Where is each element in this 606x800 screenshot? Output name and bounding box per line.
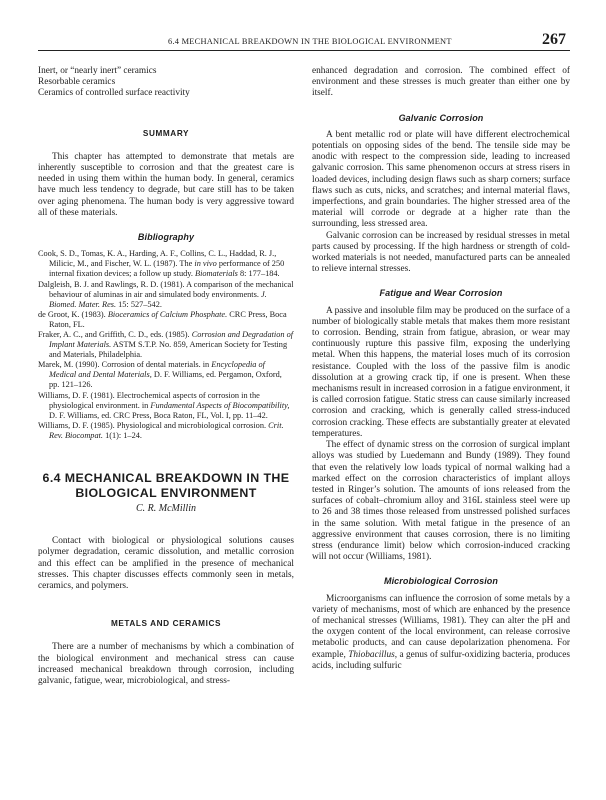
reference: Williams, D. F. (1985). Physiological and microbiological corrosion. Crit. Rev. Biocompat. 1(1): 1–24. <box>38 420 284 440</box>
author: C. R. McMillin <box>136 503 196 515</box>
page-number: 267 <box>542 31 566 48</box>
summary-heading: SUMMARY <box>142 128 190 138</box>
metals-paragraph: There are a number of mechanisms by which a combination of the biological environment and mechanical stress can cause increased mechanical breakdown through corrosion, including galvanic, fatigue, wear, microbiological, and stress- <box>38 642 294 687</box>
running-header <box>38 30 570 51</box>
section-title-line-1: 6.4 MECHANICAL BREAKDOWN IN THE <box>42 471 290 486</box>
reference: de Groot, K. (1983). Bioceramics of Calcium Phosphate. CRC Press, Boca Raton, FL. <box>38 309 287 329</box>
intro-paragraph: Contact with biological or physiological solutions causes polymer degradation, ceramic dissolution, and metallic corrosion and this effect can be amplified in the presence of mechanical stresses. This chapter discusses effects commonly seen in metals, ceramics, and polymers. <box>38 536 294 592</box>
running-title: 6.4 MECHANICAL BREAKDOWN IN THE BIOLOGICAL ENVIRONMENT <box>168 37 452 46</box>
reference: Dalgleish, B. J. and Rawlings, R. D. (1981). A comparison of the mechanical behaviour of aluminas in air and simulated body environments. J. Biomed. Mater. Res. 15: 527–542. <box>38 279 294 309</box>
reference: Williams, D. F. (1981). Electrochemical aspects of corrosion in the physiological environment. in Fundamental Aspects of Biocompatibility, D. F. Williams, ed. CRC Press, Boca Raton, FL, Vol. I, pp. 11–42. <box>38 390 290 420</box>
fatigue-heading: Fatigue and Wear Corrosion <box>379 288 503 299</box>
reference: Cook, S. D., Tomas, K. A., Harding, A. F., Collins, C. L., Haddad, R. J., Milicic, M., and Fischer, W. L. (1987). The in vivo performance of 250 internal fixation devices; a follow up study. Biomaterials 8: 177–184. <box>38 249 285 279</box>
galvanic-paragraph-1: A bent metallic rod or plate will have different electrochemical potentials on opposing sides of the bend. The tensile side may be anodic with respect to the compression side, leading to increased galvanic corrosion. This same phenomenon occurs at stress risers in loaded devices, including design flaws such as sharp corners; surface flaws such as cuts, nicks, and scratches; and internal material flaws, imperfections, and grain boundaries. The higher stressed area of the material will corrode or degrade at a higher rate than the surrounding, less stressed area. <box>312 129 570 230</box>
galvanic-paragraph-2: Galvanic corrosion can be increased by residual stresses in metal parts caused by processing. If the high hardness or strength of cold-worked materials is not needed, manufactured parts can be annealed to relieve internal stresses. <box>312 230 570 275</box>
fatigue-paragraph-1: A passive and insoluble film may be produced on the surface of a number of biologically stable metals that makes them more resistant to corrosion. Bending, strain from fatigue, abrasion, or wear may continuously rupture this passive film, exposing the underlying metal. When this happens, the material loses much of its corrosion resistance. Coupled with the loss of the passive film is anodic dissolution at a growing crack tip, if one is present. When these mechanisms result in increased corrosion in a fatigue environment, it is called corrosion fatigue. Static stress can cause similarly increased corrosion and cracking, which is generally called stress-induced corrosion cracking. These effects are substantially greater at elevated temperatures. <box>312 305 570 439</box>
reference-list <box>38 249 294 441</box>
list-item: Inert, or “nearly inert” ceramics <box>38 66 157 76</box>
continued-paragraph: enhanced degradation and corrosion. The combined effect of environment and these stresses is much greater than either one by itself. <box>312 66 570 99</box>
ceramics-list <box>38 66 294 100</box>
right-column <box>312 66 570 672</box>
galvanic-heading: Galvanic Corrosion <box>398 112 484 123</box>
section-title-line-2: BIOLOGICAL ENVIRONMENT <box>75 486 257 501</box>
left-column <box>38 66 294 687</box>
bibliography-heading: Bibliography <box>137 232 195 243</box>
section-title <box>38 471 294 501</box>
list-item: Resorbable ceramics <box>38 77 116 88</box>
metals-heading: METALS AND CERAMICS <box>110 619 222 629</box>
reference: Marek, M. (1990). Corrosion of dental materials. in Encyclopedia of Medical and Dental Materials, D. F. Williams, ed. Pergamon, Oxford, pp. 121–126. <box>38 360 282 390</box>
reference: Fraker, A. C., and Griffith, C. D., eds. (1985). Corrosion and Degradation of Implant Materials. ASTM S.T.P. No. 859, American Society for Testing and Materials, Philadelphia. <box>38 329 294 360</box>
microbiological-heading: Microbiological Corrosion <box>383 576 498 587</box>
fatigue-paragraph-2: The effect of dynamic stress on the corrosion of surgical implant alloys was studied by Luedemann and Bundy (1989). They found that even the relatively low loads typical of normal walking had a marked effect on the corrosion characteristics of implant alloys tested in Ringer’s solution. The amounts of ions released from the surfaces of cobalt–chromium alloy and 316L stainless steel were up to 26 and 38 times those released from unstressed polished surfaces in the same solution. With metal fatigue in the presence of an aggressive environment that causes corrosion, there is no limiting stress (endurance limit) below which corrosion-induced cracking will not occur (Williams, 1981). <box>312 440 570 563</box>
summary-paragraph: This chapter has attempted to demonstrate that metals are inherently susceptible to corrosion and that the greatest care is needed in using them within the human body. In general, ceramics have much less tendency to degrade, but care still has to be taken over aging phenomena. The human body is very aggressive toward all of these materials. <box>38 151 294 218</box>
list-item: Ceramics of controlled surface reactivity <box>38 88 190 99</box>
microbiological-paragraph: Microorganisms can influence the corrosion of some metals by a variety of mechanisms, most of which are enhanced by the presence of mechanical stresses (Williams, 1981). They can alter the pH and the oxygen content of the local environment, can release corrosive metabolic products, and can cause depolarization phenomena. For example, Thiobacillus, a genus of sulfur-oxidizing bacteria, produces acids, including sulfuric <box>312 593 570 671</box>
